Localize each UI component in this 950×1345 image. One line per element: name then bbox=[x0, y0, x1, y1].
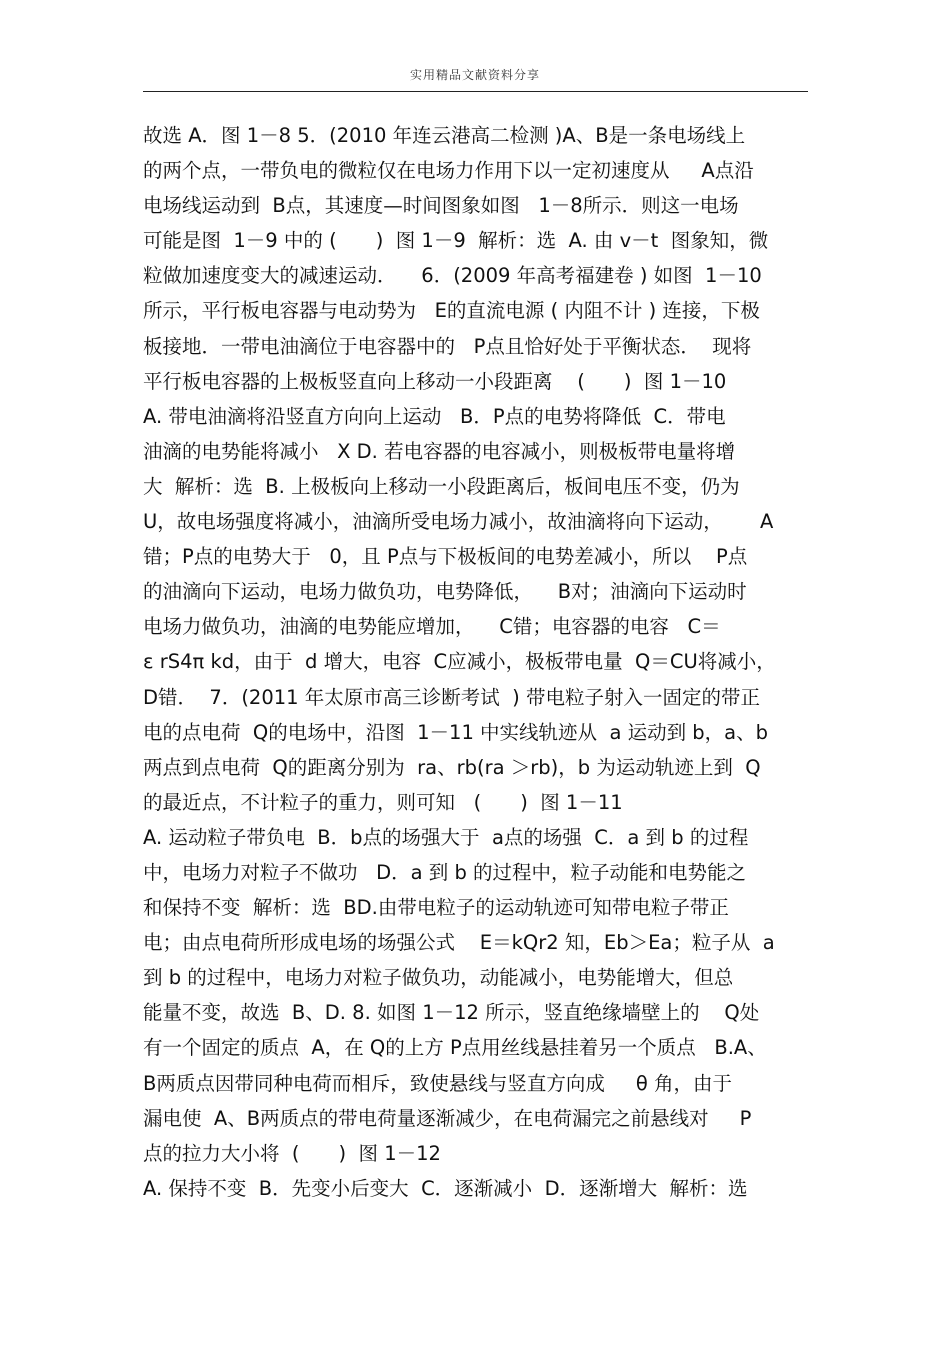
text-line: 错；P点的电势大于 0，且 P点与下极板间的电势差减小，所以 P点 bbox=[143, 545, 748, 569]
text-line: 板接地．一带电油滴位于电容器中的 P点且恰好处于平衡状态． 现将 bbox=[143, 334, 752, 358]
text-line: 所示，平行板电容器与电动势为 E的直流电源 ( 内阻不计 ) 连接，下极 bbox=[143, 299, 760, 323]
text-line: 的油滴向下运动，电场力做负功，电势降低， B对；油滴向下运动时 bbox=[143, 580, 747, 604]
text-line: 能量不变，故选 B、D. 8. 如图 1－12 所示，竖直绝缘墙壁上的 Q处 bbox=[143, 1001, 760, 1025]
text-line: 有一个固定的质点 A，在 Q的上方 P点用丝线悬挂着另一个质点 B.A、 bbox=[143, 1036, 767, 1060]
page-header: 实用精品文献资料分享 bbox=[409, 68, 540, 82]
text-line: 漏电使 A、B两质点的带电荷量逐渐减少，在电荷漏完之前悬线对 P bbox=[143, 1106, 752, 1130]
text-line: 油滴的电势能将减小 X D. 若电容器的电容减小，则极板带电量将增 bbox=[143, 439, 736, 463]
document-body bbox=[143, 118, 823, 1206]
text-line: 电场线运动到 B点，其速度—时间图象如图 1－8所示．则这一电场 bbox=[143, 194, 739, 218]
text-line: 和保持不变 解析：选 BD.由带电粒子的运动轨迹可知带电粒子带正 bbox=[143, 896, 729, 920]
text-line: U，故电场强度将减小，油滴所受电场力减小，故油滴将向下运动， A bbox=[143, 510, 774, 534]
text-line: 电的点电荷 Q的电场中，沿图 1－11 中实线轨迹从 a 运动到 b，a、b bbox=[143, 720, 769, 744]
text-line: B两质点因带同种电荷而相斥，致使悬线与竖直方向成 θ 角，由于 bbox=[143, 1071, 732, 1095]
text-line: 可能是图 1－9 中的 ( ) 图 1－9 解析：选 A. 由 v－t 图象知，微 bbox=[143, 229, 769, 253]
text-line: A. 带电油滴将沿竖直方向向上运动 B．P点的电势将降低 C．带电 bbox=[143, 404, 726, 428]
text-line: 两点到点电荷 Q的距离分别为 ra、rb(ra ＞rb)，b 为运动轨迹上到 Q bbox=[143, 755, 761, 779]
text-line: 电；由点电荷所形成电场的场强公式 E＝kQr2 知，Eb＞Ea；粒子从 a bbox=[143, 931, 775, 955]
text-line: 点的拉力大小将 ( ) 图 1－12 bbox=[143, 1141, 441, 1165]
text-line: 的最近点，不计粒子的重力，则可知 ( ) 图 1－11 bbox=[143, 790, 623, 814]
text-line: A. 保持不变 B．先变小后变大 C．逐渐减小 D．逐渐增大 解析：选 bbox=[143, 1176, 748, 1200]
text-line: D错． 7．(2011 年太原市高三诊断考试 ) 带电粒子射入一固定的带正 bbox=[143, 685, 760, 709]
text-line: 故选 A．图 1－8 5．(2010 年连云港高二检测 )A、B是一条电场线上 bbox=[143, 124, 746, 147]
text-line: A. 运动粒子带负电 B．b点的场强大于 a点的场强 C．a 到 b 的过程 bbox=[143, 825, 749, 849]
text-line: 平行板电容器的上极板竖直向上移动一小段距离 ( ) 图 1－10 bbox=[143, 369, 727, 393]
header-divider bbox=[143, 91, 808, 92]
text-line: 的两个点，一带负电的微粒仅在电场力作用下以一定初速度从 A点沿 bbox=[143, 159, 754, 183]
text-line: 到 b 的过程中，电场力对粒子做负功，动能减小，电势能增大，但总 bbox=[143, 966, 734, 990]
text-line: ε rS4π kd，由于 d 增大，电容 C应减小，极板带电量 Q＝CU将减小， bbox=[143, 650, 776, 674]
text-line: 粒做加速度变大的减速运动． 6．(2009 年高考福建卷 ) 如图 1－10 bbox=[143, 264, 762, 288]
text-line: 电场力做负功，油滴的电势能应增加， C错；电容器的电容 C＝ bbox=[143, 615, 721, 639]
text-line: 中，电场力对粒子不做功 D．a 到 b 的过程中，粒子动能和电势能之 bbox=[143, 860, 747, 884]
text-line: 大 解析：选 B. 上极板向上移动一小段距离后，板间电压不变，仍为 bbox=[143, 474, 740, 498]
